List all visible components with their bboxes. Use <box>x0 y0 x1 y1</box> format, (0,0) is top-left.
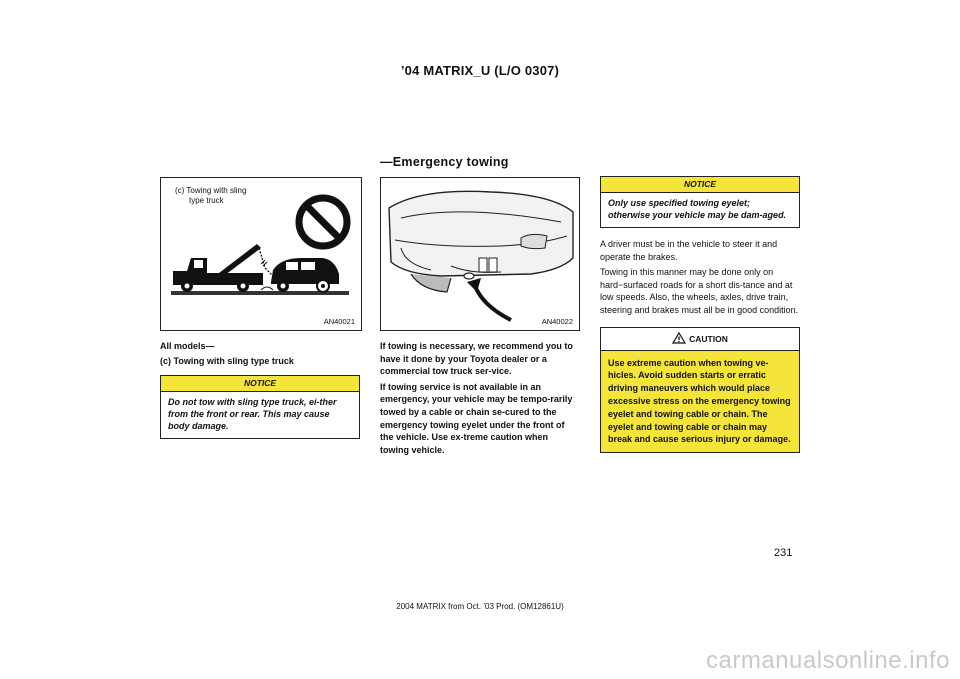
page-number: 231 <box>774 547 793 559</box>
watermark: carmanualsonline.info <box>706 647 950 674</box>
notice-body: Only use specified towing eyelet; otherwise your vehicle may be dam-aged. <box>608 198 787 220</box>
middle-column <box>380 340 578 459</box>
paragraph: If towing is necessary, we recommend you to have it done by your Toyota dealer or a commercial tow truck ser-vice. <box>380 341 573 377</box>
left-column <box>160 340 360 439</box>
warning-triangle-icon <box>672 332 686 344</box>
towing-eyelet-illustration <box>381 178 579 330</box>
notice-body: Do not tow with sling type truck, ei-ther from the front or rear. This may cause body damage. <box>168 397 337 432</box>
notice-box <box>600 176 800 228</box>
page-footer: 2004 MATRIX from Oct. ’03 Prod. (OM12861U) <box>396 602 564 611</box>
subheading: (c) Towing with sling type truck <box>160 355 294 366</box>
notice-box <box>160 375 360 439</box>
page-header-title: ’04 MATRIX_U (L/O 0307) <box>400 63 560 78</box>
caution-heading: CAUTION <box>601 328 799 351</box>
notice-heading: NOTICE <box>601 177 799 193</box>
figure-code: AN40021 <box>323 317 355 326</box>
figure-caption: (c) Towing with sling type truck <box>175 186 247 205</box>
caution-box <box>600 327 800 454</box>
sling-tow-illustration <box>161 178 361 330</box>
notice-heading: NOTICE <box>161 376 359 392</box>
right-column <box>600 176 800 453</box>
models-label: All models— <box>160 341 215 351</box>
paragraph: If towing service is not available in an emergency, your vehicle may be tempo-rarily towed by a cable or chain se-cured to the emergency towing eyelet under the front of the vehicle. Use ex-treme caution when towing vehicle. <box>380 381 573 455</box>
figure-towing-eyelet <box>380 177 580 331</box>
paragraph: Towing in this manner may be done only on hard−surfaced roads for a short dis-tance and at low speeds. Also, the wheels, axles, drive train, steering and brakes must all be in good condition. <box>600 267 799 315</box>
section-title: —Emergency towing <box>380 155 509 169</box>
figure-sling-tow-truck <box>160 177 362 331</box>
paragraph: A driver must be in the vehicle to steer it and operate the brakes. <box>600 239 778 262</box>
caution-body: Use extreme caution when towing ve-hicles. Avoid sudden starts or erratic driving maneuvers which would place excessive stress on the emergency towing eyelet and towing cable or chain. The eyelet and towing cable or chain may break and cause serious injury or damage. <box>608 357 791 445</box>
prohibited-icon <box>299 198 347 246</box>
figure-code: AN40022 <box>541 317 573 326</box>
